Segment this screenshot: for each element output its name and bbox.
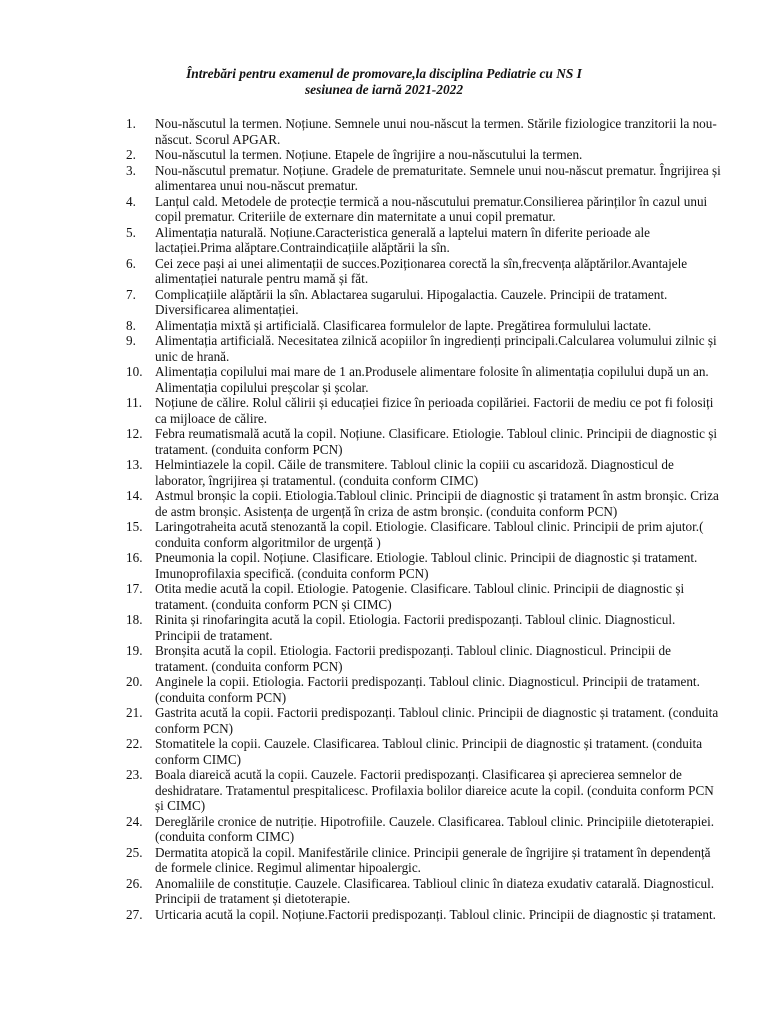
list-item-number: 5. (126, 224, 136, 240)
list-item-text: Laringotraheita acută stenozantă la copil. Etiologie. Clasificare. Tabloul clinic. Principii de prim ajutor.( conduita conform algoritmilor de urgență ) (155, 519, 704, 550)
list-item-number: 25. (126, 844, 143, 860)
list-item-text: Gastrita acută la copii. Factorii predispozanți. Tabloul clinic. Principii de diagnostic și tratament. (conduita conform PCN) (155, 705, 719, 736)
list-item-number: 13. (126, 457, 143, 472)
list-item-number: 3. (126, 162, 136, 178)
list-item-number: 17. (126, 581, 143, 596)
list-item (0, 674, 722, 705)
list-item-text: Pneumonia la copil. Noțiune. Clasificare. Etiologie. Tabloul clinic. Principii de diagnostic și tratament. Imunoprofilaxia specifică. (conduita conform PCN) (155, 550, 698, 581)
list-item-number: 24. (126, 813, 143, 829)
list-item-number: 23. (126, 767, 143, 782)
list-item (0, 364, 722, 395)
list-item-text: Alimentația copilului mai mare de 1 an.Produsele alimentare folosite în alimentația copilului după un an. Alimentația copilului preșcolar și școlar. (155, 364, 709, 395)
list-item (0, 907, 722, 923)
list-item-text: Noțiune de călire. Rolul călirii și educației fizice în perioada copilăriei. Factorii de mediu ce pot fi folosiți ca mijloace de călire. (155, 395, 714, 426)
list-item-text: Anginele la copii. Etiologia. Factorii predispozanți. Tabloul clinic. Diagnosticul. Principii de tratament. (conduita conform PCN) (155, 674, 700, 705)
list-item (0, 736, 722, 767)
list-item-text: Stomatitele la copii. Cauzele. Clasificarea. Tabloul clinic. Principii de diagnostic și tratament. (conduita conform CIMC) (155, 736, 703, 767)
list-item (0, 426, 722, 457)
list-item-text: Complicațiile alăptării la sîn. Ablactarea sugarului. Hipogalactia. Cauzele. Principii de tratament. Diversificarea alimentației. (155, 286, 668, 317)
list-item-number: 8. (126, 317, 136, 333)
list-item-text: Nou-născutul la termen. Noțiune. Semnele unui nou-născut la termen. Stările fiziologice tranzitorii la nou-născut. Scorul APGAR. (155, 116, 717, 147)
list-item-text: Bronșita acută la copil. Etiologia. Factorii predispozanți. Tabloul clinic. Diagnosticul. Principii de tratament. (conduita conform PCN) (155, 643, 671, 674)
list-item-text: Nou-născutul prematur. Noțiune. Gradele de prematuritate. Semnele unui nou-născut prematur. Îngrijirea și alimentarea unui nou-născut prematur. (155, 162, 721, 193)
list-item (0, 225, 722, 256)
list-item-number: 27. (126, 906, 143, 922)
list-item-number: 16. (126, 550, 143, 565)
list-item-number: 15. (126, 519, 143, 534)
list-item-text: Anomaliile de constituție. Cauzele. Clasificarea. Tablioul clinic în diateza exudativ catarală. Diagnosticul. Principii de tratament și dietoterapie. (155, 875, 715, 906)
list-item-number: 1. (126, 116, 136, 131)
list-item-number: 9. (126, 333, 136, 348)
list-item-text: Astmul bronșic la copii. Etiologia.Tabloul clinic. Principii de diagnostic și tratament în astm bronșic. Criza de astm bronșic. Asistența de urgență în criza de astm bronșic. (conduita conform PCN) (155, 488, 719, 519)
list-item (0, 581, 722, 612)
list-item (0, 256, 722, 287)
list-item-number: 6. (126, 255, 136, 271)
list-item-text: Lanțul cald. Metodele de protecție termică a nou-născutului prematur.Consilierea părinților în cazul unui copil prematur. Criteriile de externare din maternitate a unui copil prematur. (155, 193, 708, 224)
list-item-number: 11. (126, 395, 142, 410)
list-item-number: 12. (126, 426, 143, 441)
list-item (0, 876, 722, 907)
list-item (0, 318, 722, 334)
list-item-text: Alimentația mixtă și artificială. Clasificarea formulelor de lapte. Pregătirea formulului lactate. (155, 317, 652, 333)
list-item-text: Febra reumatismală acută la copil. Noțiune. Clasificare. Etiologie. Tabloul clinic. Principii de diagnostic și tratament. (conduita conform PCN) (155, 426, 718, 457)
list-item (0, 705, 722, 736)
list-item-number: 14. (126, 488, 143, 503)
list-item (0, 845, 722, 876)
list-item (0, 287, 722, 318)
list-item (0, 163, 722, 194)
list-item-text: Nou-născutul la termen. Noțiune. Etapele de îngrijire a nou-născutului la termen. (155, 147, 583, 162)
list-item-number: 22. (126, 736, 143, 751)
list-item-text: Urticaria acută la copil. Noțiune.Factorii predispozanți. Tabloul clinic. Principii de diagnostic și tratament. (155, 906, 716, 922)
list-item-text: Dermatita atopică la copil. Manifestările clinice. Principii generale de îngrijire și tratament în dependență de formele clinice. Regimul alimentar hipoalergic. (155, 844, 711, 875)
list-item-number: 20. (126, 674, 143, 689)
list-item-text: Helmintiazele la copil. Căile de transmitere. Tabloul clinic la copiii cu ascaridoză. Diagnosticul de laborator, îngrijirea și tratamentul. (conduita conform CIMC) (155, 457, 674, 488)
list-item-number: 26. (126, 875, 143, 891)
list-item (0, 116, 722, 147)
list-item (0, 333, 722, 364)
list-item-number: 19. (126, 643, 143, 658)
title-line-1: Întrebări pentru examenul de promovare,la disciplina Pediatrie cu NS I (186, 66, 582, 81)
list-item-text: Alimentația naturală. Noțiune.Caracteristica generală a laptelui matern în diferite perioade ale lactației.Prima alăptare.Contraindicațiile alăptării la sîn. (155, 224, 651, 255)
list-item (0, 767, 722, 814)
list-item-text: Boala diareică acută la copii. Cauzele. Factorii predispozanți. Clasificarea și aprecierea semnelor de deshidratare. Tratamentul prespitalicesc. Profilaxia bolilor diareice acute la copil. (conduita conform PCN și CIMC) (155, 767, 714, 813)
list-item (0, 395, 722, 426)
list-item (0, 814, 722, 845)
title-line-2: sesiunea de iarnă 2021-2022 (304, 81, 464, 97)
list-item (0, 643, 722, 674)
list-item-text: Otita medie acută la copil. Etiologie. Patogenie. Clasificare. Tabloul clinic. Principii de diagnostic și tratament. (conduita conform PCN și CIMC) (155, 581, 685, 612)
list-item (0, 457, 722, 488)
list-item-number: 4. (126, 193, 136, 209)
list-item-text: Dereglările cronice de nutriție. Hipotrofiile. Cauzele. Clasificarea. Tabloul clinic. Principiile dietoterapiei. (conduita conform CIMC) (155, 813, 715, 844)
question-list (0, 116, 768, 922)
list-item-text: Cei zece pași ai unei alimentații de succes.Poziționarea corectă la sîn,frecvența alăptărilor.Avantajele alimentației naturale pentru mamă și făt. (155, 255, 688, 286)
list-item (0, 488, 722, 519)
list-item-number: 10. (126, 364, 143, 379)
list-item-number: 18. (126, 612, 143, 627)
list-item (0, 519, 722, 550)
list-item-number: 21. (126, 705, 143, 720)
list-item-text: Alimentația artificială. Necesitatea zilnică acopiilor în ingredienți principali.Calcularea volumului zilnic și unic de hrană. (155, 333, 717, 364)
list-item (0, 550, 722, 581)
list-item (0, 194, 722, 225)
list-item-number: 7. (126, 286, 136, 302)
list-item (0, 147, 722, 163)
list-item-number: 2. (126, 147, 136, 162)
list-item (0, 612, 722, 643)
document-title (0, 66, 768, 97)
list-item-text: Rinita și rinofaringita acută la copil. Etiologia. Factorii predispozanți. Tabloul clinic. Diagnosticul. Principii de tratament. (155, 612, 676, 643)
